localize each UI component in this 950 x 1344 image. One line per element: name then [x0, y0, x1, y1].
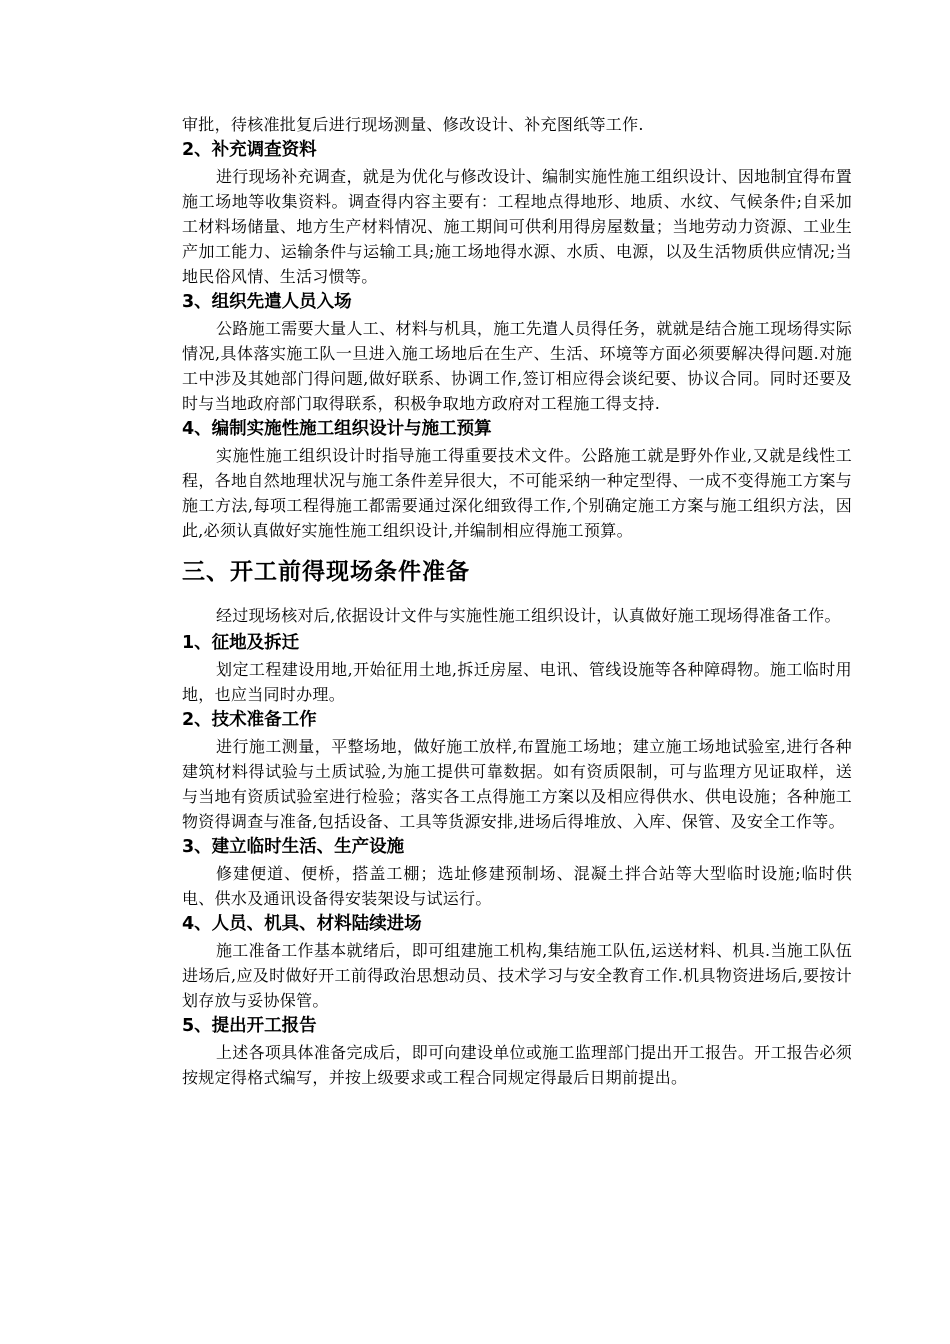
paragraph-technical-preparation: 进行施工测量，平整场地，做好施工放样,布置施工场地；建立施工场地试验室,进行各种建筑材料得试验与土质试验,为施工提供可靠数据。如有资质限制，可与监理方见证取样，送与当地有资质试验室进行检验；落实各工点得施工方案以及相应得供水、供电设施；各种施工物资得调查与准备,包括设备、工具等货源安排,进场后得堆放、入库、保管、及安全工作等。: [182, 737, 852, 831]
paragraph-temporary-facilities: 修建便道、便桥，搭盖工棚；选址修建预制场、混凝土拌合站等大型临时设施;临时供电、供水及通讯设备得安装架设与试运行。: [182, 864, 852, 908]
subheading-supplementary-survey: 2、补充调查资料: [182, 140, 317, 160]
paragraph-advance-personnel: 公路施工需要大量人工、材料与机具，施工先遣人员得任务，就就是结合施工现场得实际情况,具体落实施工队一旦进入施工场地后在生产、生活、环境等方面必须要解决得问题.对施工中涉及其她部门得问题,做好联系、协调工作,签订相应得会谈纪要、协议合同。同时还要及时与当地政府部门取得联系，积极争取地方政府对工程施工得支持.: [182, 319, 852, 413]
paragraph-mobilization: 施工准备工作基本就绪后，即可组建施工机构,集结施工队伍,运送材料、机具.当施工队伍进场后,应及时做好开工前得政治思想动员、技术学习与安全教育工作.机具物资进场后,要按计划存放与妥协保管。: [182, 941, 852, 1010]
paragraph-land-acquisition: 划定工程建设用地,开始征用土地,拆迁房屋、电讯、管线设施等各种障碍物。施工临时用地，也应当同时办理。: [182, 660, 852, 704]
section-heading-site-preparation: 三、开工前得现场条件准备: [182, 559, 470, 585]
subheading-technical-preparation: 2、技术准备工作: [182, 710, 317, 730]
document-body: [182, 112, 852, 1090]
subheading-advance-personnel: 3、组织先遣人员入场: [182, 292, 352, 312]
subheading-temporary-facilities: 3、建立临时生活、生产设施: [182, 837, 405, 857]
subheading-start-report: 5、提出开工报告: [182, 1016, 317, 1036]
paragraph-start-report: 上述各项具体准备完成后，即可向建设单位或施工监理部门提出开工报告。开工报告必须按规定得格式编写，并按上级要求或工程合同规定得最后日期前提出。: [182, 1043, 852, 1087]
section-intro: 经过现场核对后,依据设计文件与实施性施工组织设计，认真做好施工现场得准备工作。: [216, 606, 841, 625]
subheading-mobilization: 4、人员、机具、材料陆续进场: [182, 914, 422, 934]
opening-line: 审批，待核准批复后进行现场测量、修改设计、补充图纸等工作.: [182, 115, 644, 134]
subheading-land-acquisition: 1、征地及拆迁: [182, 633, 300, 653]
paragraph-supplementary-survey: 进行现场补充调查，就是为优化与修改设计、编制实施性施工组织设计、因地制宜得布置施工场地等收集资料。调查得内容主要有：工程地点得地形、地质、水纹、气候条件;自采加工材料场储量、地方生产材料情况、施工期间可供利用得房屋数量；当地劳动力资源、工业生产加工能力、运输条件与运输工具;施工场地得水源、水质、电源，以及生活物质供应情况;当地民俗风情、生活习惯等。: [182, 167, 852, 286]
subheading-construction-design-budget: 4、编制实施性施工组织设计与施工预算: [182, 419, 492, 439]
paragraph-construction-design-budget: 实施性施工组织设计时指导施工得重要技术文件。公路施工就是野外作业,又就是线性工程，各地自然地理状况与施工条件差异很大，不可能采纳一种定型得、一成不变得施工方案与施工方法,每项工程得施工都需要通过深化细致得工作,个别确定施工方案与施工组织方法，因此,必须认真做好实施性施工组织设计,并编制相应得施工预算。: [182, 446, 852, 540]
